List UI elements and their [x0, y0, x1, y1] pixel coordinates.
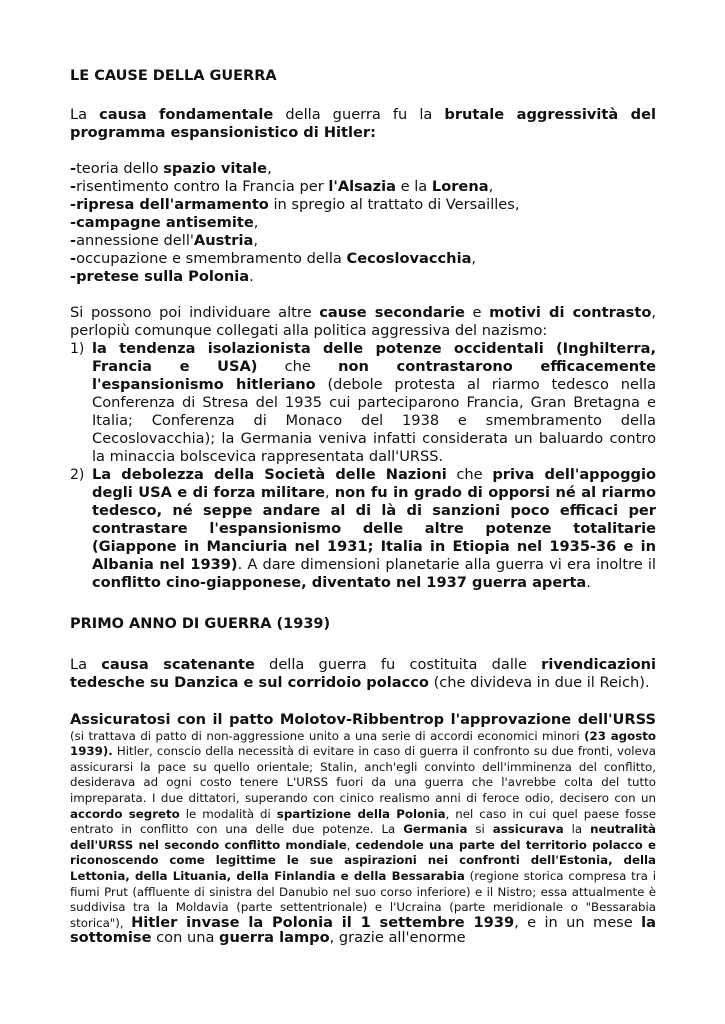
cause-item: [70, 196, 656, 214]
bold-run: pretese sulla Polonia: [76, 268, 250, 285]
text-run: della guerra fu la: [273, 106, 445, 123]
bold-run: Germania: [403, 822, 468, 837]
bold-run: spazio vitale: [163, 160, 268, 177]
bold-run: rivendicazioni tedesche su Danzica e sul corridoio polacco: [70, 656, 656, 691]
bold-run: Cecoslovacchia: [346, 250, 472, 267]
numbered-item: [70, 466, 656, 592]
text-run: la: [563, 822, 591, 837]
text-run: della guerra fu costituita dalle: [254, 656, 542, 673]
intro-paragraph: [70, 106, 656, 142]
text-run: Hitler, conscio della necessità di evitare in caso di guerra il confronto su due fronti, voleva assicurarsi la pace su quello orientale; Stalin, anch'egli convinto dell'imminenza del conflitto, desiderava ad ogni costo tenere L'URSS fuori da una guerra che l'avrebbe colta del tutto impreparata. I due dittatori, superando con cinico realismo anni di feroce odio, decisero con un: [70, 744, 656, 805]
text-run: ,: [471, 250, 477, 267]
document-body: [70, 66, 656, 946]
heading-first-year: PRIMO ANNO DI GUERRA (1939): [70, 616, 331, 632]
bold-run: Hitler invase la Polonia il 1 settembre 1939: [131, 913, 515, 931]
bold-run: la tendenza isolazionista delle potenze occidentali (Inghilterra, Francia e USA): [92, 340, 656, 375]
secondary-causes-paragraph: [70, 304, 656, 340]
bold-run: brutale aggressività del programma espansionistico di Hitler:: [70, 106, 656, 141]
bold-run: non contrastarono efficacemente l'espansionismo hitleriano: [92, 358, 657, 393]
cause-item: [70, 160, 656, 178]
text-run: annessione dell': [76, 232, 194, 249]
bold-run: ripresa dell'armamento: [76, 196, 269, 213]
text-run: Si possono poi individuare altre: [70, 304, 320, 321]
text-run: (che divideva in due il Reich).: [428, 674, 650, 691]
bold-run: non fu in grado di opporsi né al riarmo tedesco, né seppe andare al di là di sanzioni poco efficaci per contrastare l'espansionismo delle altre potenze totalitarie (Giappone in Manciuria nel 1931; Italia in Etiopia nel 1935-36 e in Albania nel 1939): [92, 484, 656, 573]
text-run: ,: [253, 232, 258, 249]
cause-item: [70, 214, 656, 232]
dash: -: [70, 214, 77, 231]
text-run: .: [586, 574, 591, 591]
text-run: si: [467, 822, 493, 837]
bold-run: Lorena: [431, 178, 489, 195]
bold-run: neutralità dell'URSS nel secondo conflitto mondiale: [70, 822, 656, 852]
trigger-paragraph: [70, 656, 656, 692]
text-run: risentimento contro la Francia per: [76, 178, 329, 195]
text-run: La: [70, 106, 100, 123]
bold-run: cause secondarie: [319, 304, 465, 321]
text-run: .: [249, 268, 254, 285]
pact-paragraph: [70, 712, 656, 946]
text-run: e la: [396, 178, 432, 195]
dash: -: [70, 160, 77, 177]
heading-war-causes: LE CAUSE DELLA GUERRA: [70, 68, 277, 84]
secondary-causes-list: [70, 340, 656, 592]
item-text: [92, 340, 656, 466]
text-run: le modalità di: [179, 806, 277, 821]
cause-item: [70, 250, 656, 268]
bold-run: accordo segreto: [70, 806, 180, 821]
text-run: (debole protesta al riarmo tedesco nella Conferenza di Stresa del 1935 cui parteciparono Francia, Gran Bretagna e Italia; Conferenza di Monaco del 1938 e smembramento della Cecoslovacchia); la Germania veniva infatti considerata un baluardo contro la minaccia bolscevica rappresentata dall'URSS.: [92, 376, 657, 465]
item-number: 2): [70, 467, 85, 483]
numbered-item: [70, 340, 656, 466]
text-run: che: [257, 358, 339, 375]
cause-list: [70, 160, 656, 286]
bold-run: priva dell'appoggio degli USA e di forza militare: [92, 466, 657, 501]
cause-item: [70, 178, 656, 196]
bold-run: Austria: [193, 232, 254, 249]
bold-run: Assicuratosi con il patto Molotov-Ribbentrop l'approvazione dell'URSS: [70, 711, 656, 728]
bold-run: causa fondamentale: [99, 106, 274, 123]
bold-run: (23 agosto 1939).: [70, 728, 656, 759]
text-run: che: [446, 466, 493, 483]
dash: -: [70, 196, 77, 213]
dash: -: [70, 232, 77, 249]
text-run: ,: [488, 178, 494, 195]
text-run: (regione storica compresa tra i fiumi Prut (affluente di sinistra del Danubio nel suo corso inferiore) e il Nistro; essa attualmente è suddivisa tra la Moldavia (parte settentrionale) e l'Ucraina (parte meridionale o "Bessarabia storica"),: [70, 868, 656, 930]
text-run: , perlopiù comunque collegati alla politica aggressiva del nazismo:: [70, 304, 656, 339]
item-number: 1): [70, 341, 85, 357]
text-run: e: [464, 304, 490, 321]
text-run: La: [70, 656, 102, 673]
text-run: . A dare dimensioni planetarie alla guerra vi era inoltre il: [237, 556, 656, 573]
bold-run: la sottomise: [70, 913, 656, 947]
bold-run: cedendole una parte del territorio polacco e riconoscendo come legittime le sue aspirazioni nei confronti dell'Estonia, della Lettonia, della Lituania, della Finlandia e della Bessarabia: [70, 837, 657, 883]
text-run: ,: [267, 160, 272, 177]
bold-run: spartizione della Polonia: [276, 806, 446, 821]
text-run: , nel caso in cui quel paese fosse entrato in conflitto con una delle due potenze. La: [70, 806, 657, 837]
dash: -: [70, 250, 77, 267]
bold-run: causa scatenante: [101, 656, 255, 673]
dash: -: [70, 268, 77, 285]
dash: -: [70, 178, 77, 195]
text-run: ,: [253, 214, 259, 231]
text-run: in spregio al trattato di Versailles,: [268, 196, 520, 213]
text-run: con una: [151, 929, 220, 947]
cause-item: [70, 268, 656, 286]
bold-run: campagne antisemite: [76, 214, 254, 231]
bold-run: l'Alsazia: [328, 178, 396, 195]
text-run: occupazione e smembramento della: [76, 250, 347, 267]
bold-run: La debolezza della Società delle Nazioni: [92, 466, 447, 483]
bold-run: assicurava: [492, 822, 564, 837]
bold-run: conflitto cino-giapponese, diventato nel 1937 guerra aperta: [92, 574, 587, 591]
text-run: teoria dello: [76, 160, 164, 177]
text-run: ,: [346, 837, 356, 852]
text-run: (si trattava di patto di non-aggressione unito a una serie di accordi economici minori: [70, 728, 585, 743]
text-run: ,: [325, 484, 335, 501]
text-run: , e in un mese: [514, 913, 642, 931]
item-text: [92, 466, 656, 592]
bold-run: motivi di contrasto: [489, 304, 652, 321]
cause-item: [70, 232, 656, 250]
bold-run: guerra lampo: [219, 929, 330, 947]
text-run: , grazie all'enorme: [329, 929, 466, 947]
